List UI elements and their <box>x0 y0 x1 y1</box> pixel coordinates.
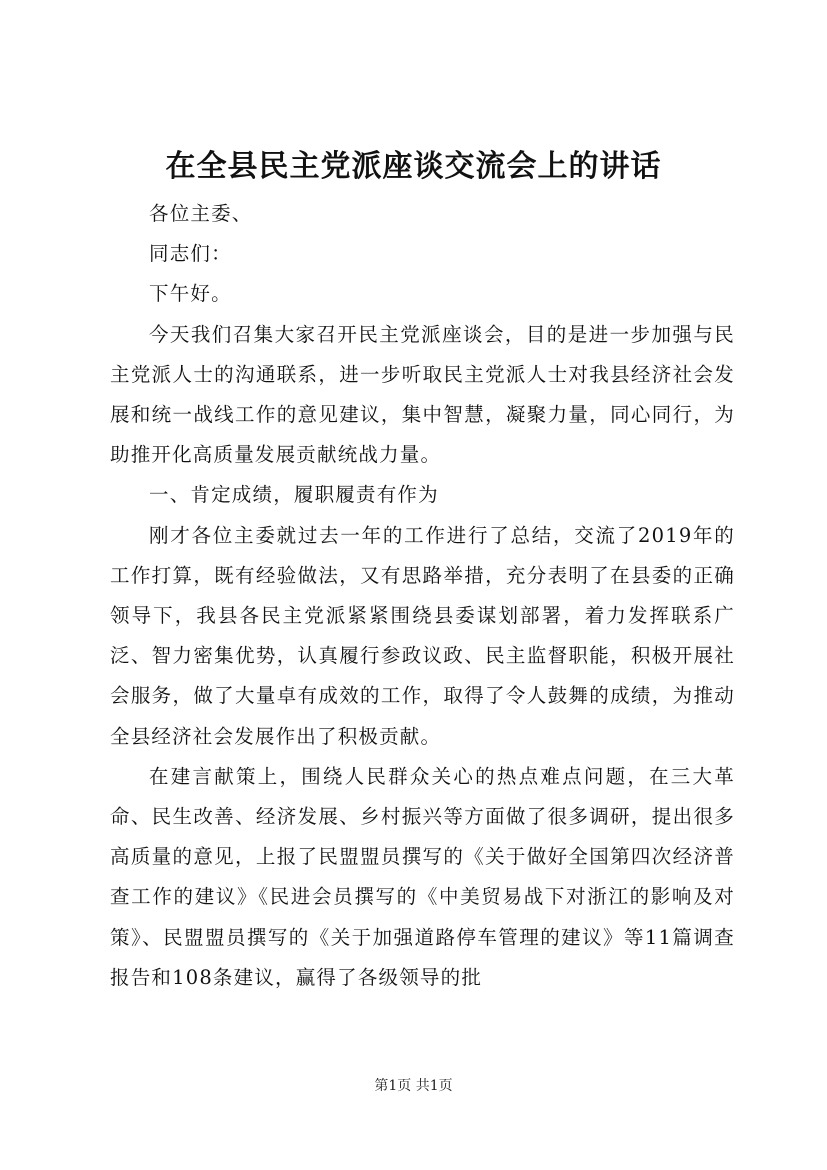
greeting-line: 下午好。 <box>149 282 232 306</box>
salutation-line: 同志们： <box>149 242 232 266</box>
body-paragraph: 刚才各位主委就过去一年的工作进行了总结，交流了2019年的工作打算，既有经验做法，又有思路举措，充分表明了在县委的正确领导下，我县各民主党派紧紧围绕县委谋划部署，着力发挥联系广泛、智力密集优势，认真履行参政议政、民主监督职能，积极开展社会服务，做了大量卓有成效的工作，取得了令人鼓舞的成绩，为推动全县经济社会发展作出了积极贡献。 <box>110 523 735 748</box>
body-paragraph: 今天我们召集大家召开民主党派座谈会，目的是进一步加强与民主党派人士的沟通联系，进一步听取民主党派人士对我县经济社会发展和统一战线工作的意见建议，集中智慧，凝聚力量，同心同行，为助推开化高质量发展贡献统战力量。 <box>110 322 735 467</box>
section-heading: 一、肯定成绩，履职履责有作为 <box>149 483 439 507</box>
document-title: 在全县民主党派座谈交流会上的讲话 <box>165 149 662 184</box>
document-body <box>110 194 735 998</box>
salutation-line: 各位主委、 <box>149 202 253 225</box>
page-number-footer: 第1页 共1页 <box>374 1078 453 1094</box>
body-paragraph: 在建言献策上，围绕人民群众关心的热点难点问题，在三大革命、民生改善、经济发展、乡村振兴等方面做了很多调研，提出很多高质量的意见，上报了民盟盟员撰写的《关于做好全国第四次经济普查工作的建议》《民进会员撰写的《中美贸易战下对浙江的影响及对策》、民盟盟员撰写的《关于加强道路停车管理的建议》等11篇调查报告和108条建议，赢得了各级领导的批 <box>110 764 735 989</box>
